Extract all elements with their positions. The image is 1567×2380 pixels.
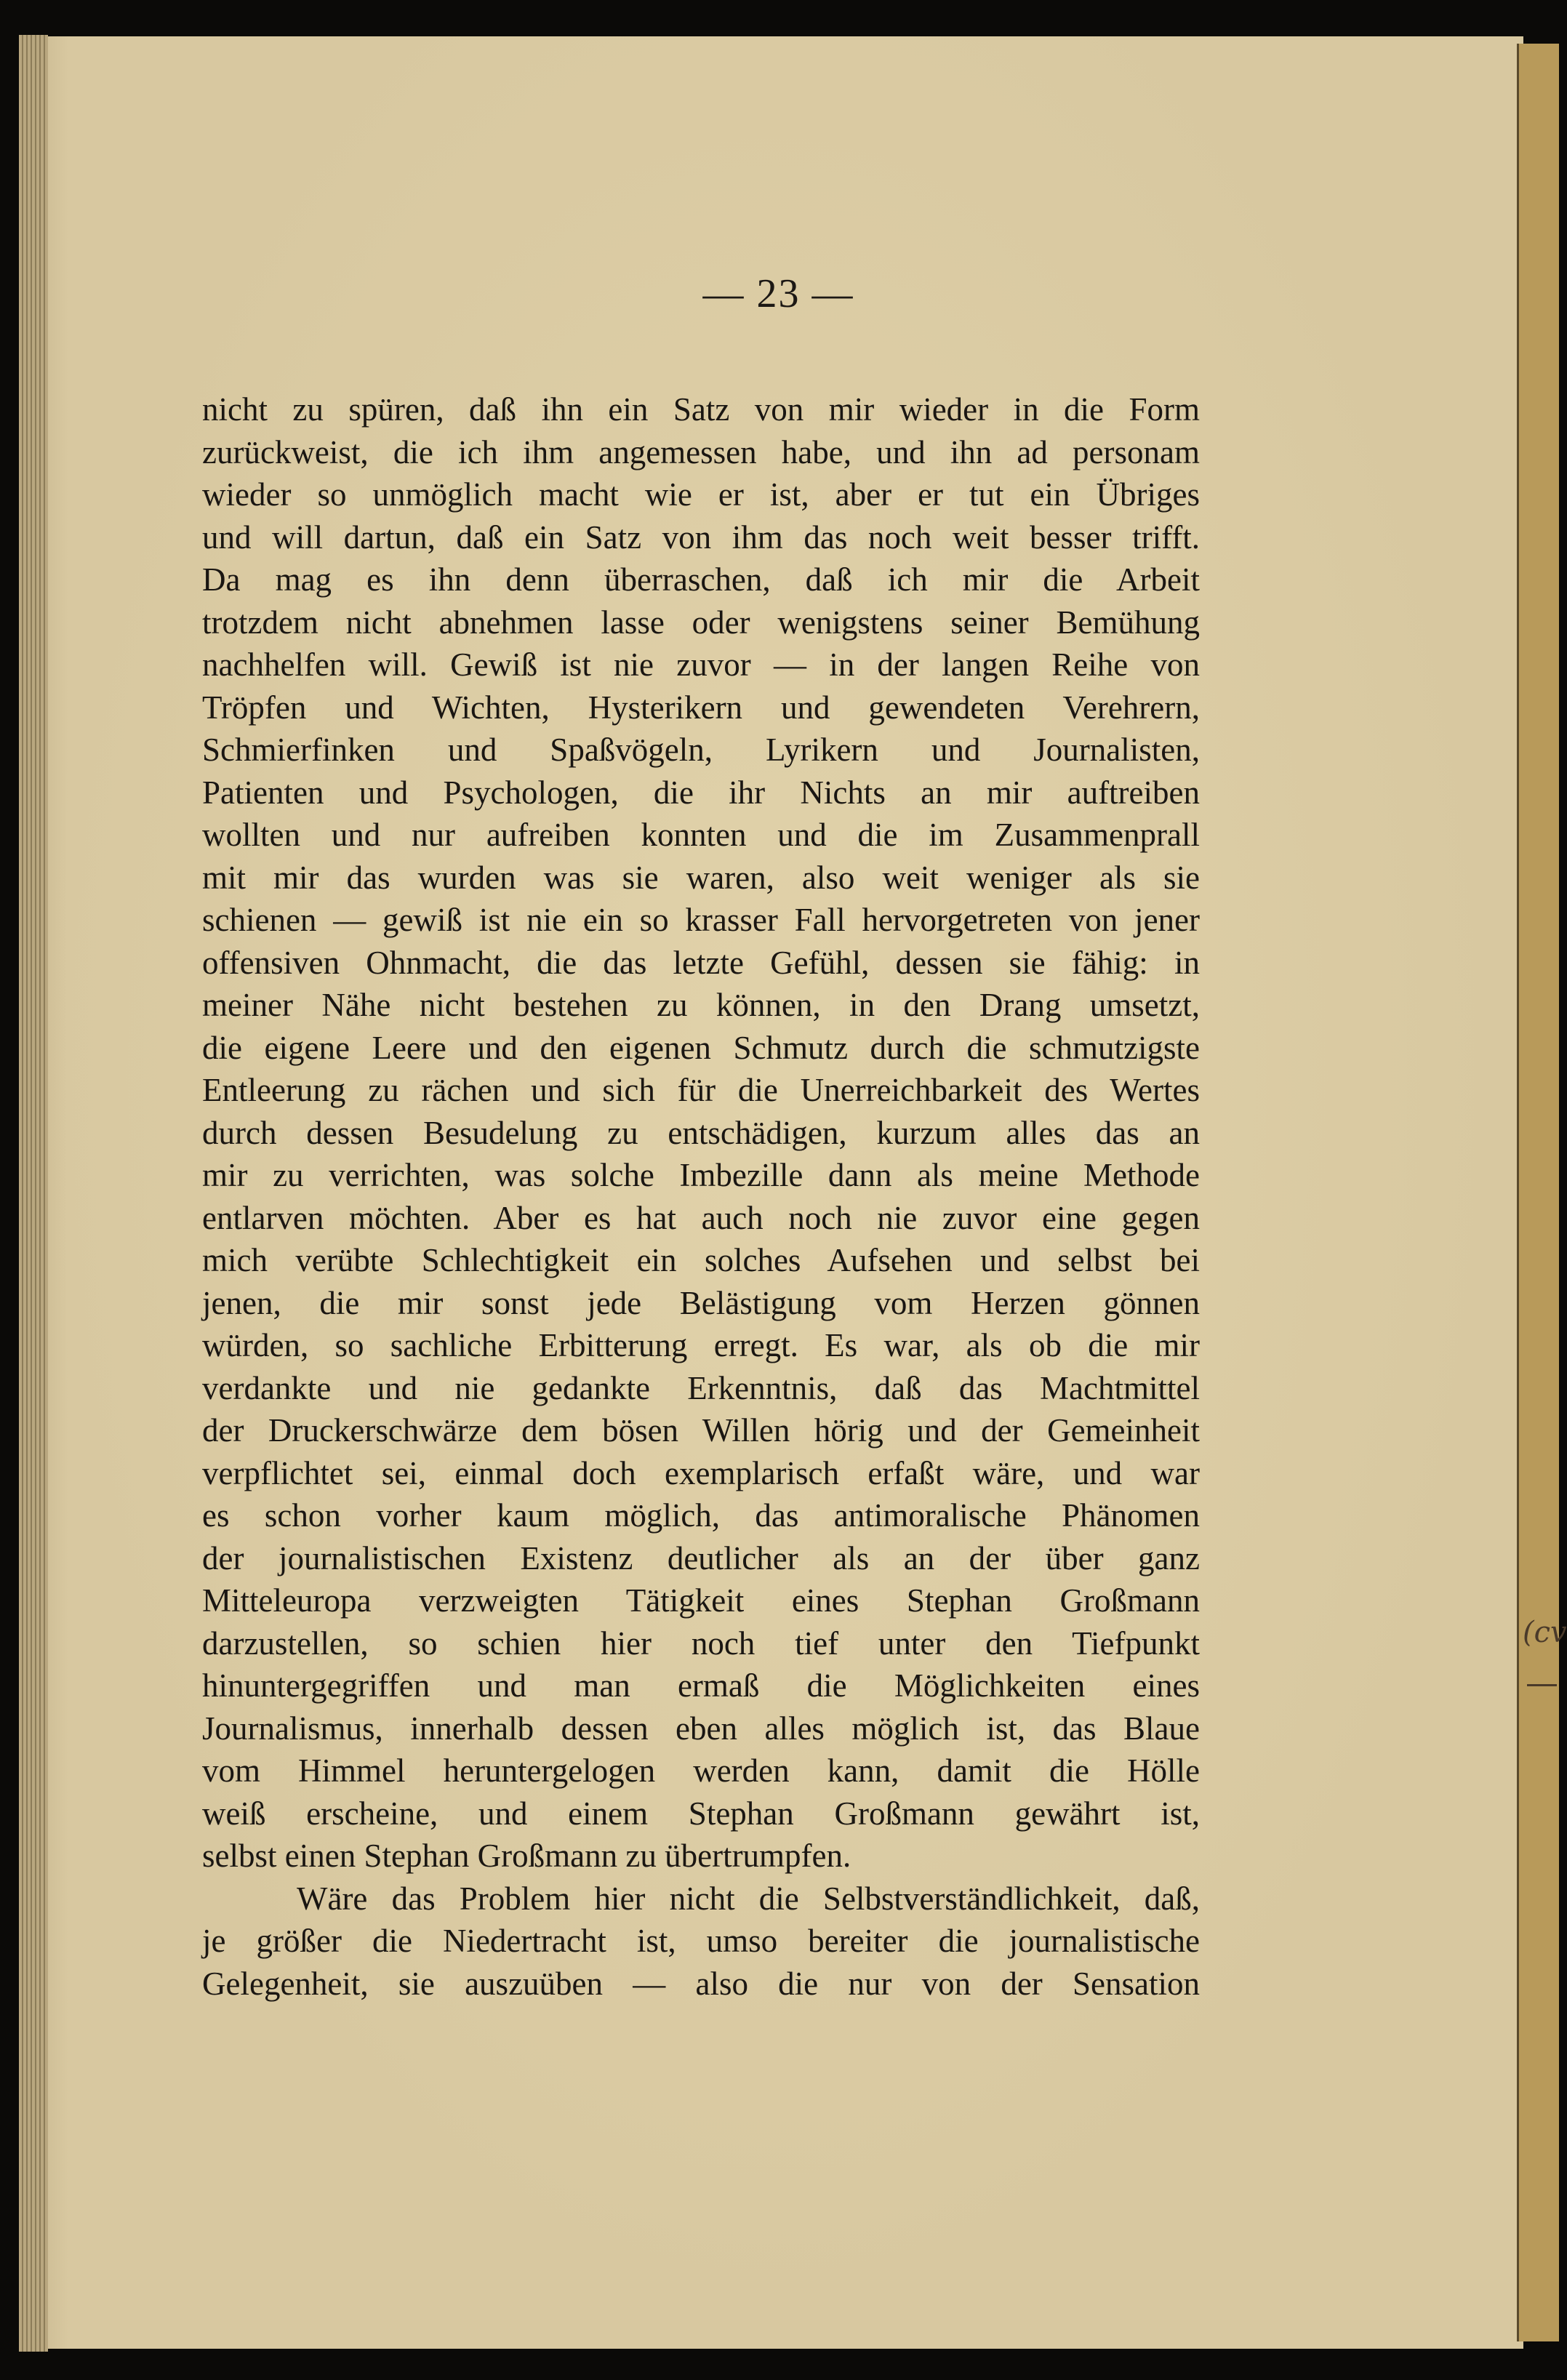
text-line: wollten und nur aufreiben konnten und die im Zusammenprall: [202, 817, 1200, 853]
text-line: verpflichtet sei, einmal doch exemplarisch erfaßt wäre, und war: [202, 1454, 1200, 1491]
text-line: Gelegenheit, sie auszuüben — also die nur von der Sensation: [202, 1965, 1200, 2002]
text-line: mir zu verrichten, was solche Imbezille dann als meine Methode: [202, 1157, 1200, 1193]
text-line: würden, so sachliche Erbitterung erregt. Es war, als ob die mir: [202, 1327, 1200, 1363]
adjacent-page-edge: [1517, 44, 1567, 2341]
text-line: Da mag es ihn denn überraschen, daß ich mir die Arbeit: [202, 561, 1200, 598]
margin-annotation: (cv: [1523, 1616, 1567, 1649]
text-line: Patienten und Psychologen, die ihr Nichts an mir auftreiben: [202, 774, 1200, 811]
text-line: hinuntergegriffen und man ermaß die Möglichkeiten eines: [202, 1667, 1200, 1704]
page-number: — 23 —: [702, 271, 854, 316]
text-line: weiß erscheine, und einem Stephan Großmann gewährt ist,: [202, 1795, 1200, 1832]
text-line: Schmierfinken und Spaßvögeln, Lyrikern und Journalisten,: [202, 732, 1200, 768]
text-line: der journalistischen Existenz deutlicher als an der über ganz: [202, 1539, 1200, 1576]
text-line: verdankte und nie gedankte Erkenntnis, daß das Machtmittel: [202, 1369, 1200, 1406]
text-line: offensiven Ohnmacht, die das letzte Gefühl, dessen sie fähig: in: [202, 944, 1200, 981]
text-line: wieder so unmöglich macht wie er ist, aber er tut ein Übriges: [202, 476, 1200, 513]
text-line: mit mir das wurden was sie waren, also weit weniger als sie: [202, 859, 1200, 896]
text-line: der Druckerschwärze dem bösen Willen hörig und der Gemeinheit: [202, 1412, 1200, 1449]
paragraph-end-line: selbst einen Stephan Großmann zu übertrumpfen.: [202, 1838, 851, 1874]
text-line: mich verübte Schlechtigkeit ein solches Aufsehen und selbst bei: [202, 1242, 1200, 1278]
text-line: Tröpfen und Wichten, Hysterikern und gewendeten Verehrern,: [202, 689, 1200, 726]
text-line: Journalismus, innerhalb dessen eben alles möglich ist, das Blaue: [202, 1710, 1200, 1747]
text-line: zurückweist, die ich ihm angemessen habe, und ihn ad personam: [202, 433, 1200, 470]
page-edge-stack: [19, 35, 48, 2352]
text-line: es schon vorher kaum möglich, das antimoralische Phänomen: [202, 1497, 1200, 1534]
paragraph-start-line: Wäre das Problem hier nicht die Selbstverständlichkeit, daß,: [297, 1880, 1200, 1917]
body-text: [202, 388, 1200, 2005]
text-line: die eigene Leere und den eigenen Schmutz durch die schmutzigste: [202, 1029, 1200, 1066]
text-line: vom Himmel heruntergelogen werden kann, damit die Hölle: [202, 1752, 1200, 1789]
text-line: trotzdem nicht abnehmen lasse oder wenigstens seiner Bemühung: [202, 604, 1200, 641]
text-line: je größer die Niedertracht ist, umso bereiter die journalistische: [202, 1923, 1200, 1959]
text-line: darzustellen, so schien hier noch tief unter den Tiefpunkt: [202, 1624, 1200, 1662]
text-line: schienen — gewiß ist nie ein so krasser Fall hervorgetreten von jener: [202, 902, 1200, 938]
text-line: durch dessen Besudelung zu entschädigen, kurzum alles das an: [202, 1114, 1200, 1151]
text-line: und will dartun, daß ein Satz von ihm das noch weit besser trifft.: [202, 518, 1200, 556]
text-line: meiner Nähe nicht bestehen zu können, in den Drang umsetzt,: [202, 987, 1200, 1023]
text-line: nicht zu spüren, daß ihn ein Satz von mir wieder in die Form: [202, 391, 1200, 428]
text-line: Mitteleuropa verzweigten Tätigkeit eines Stephan Großmann: [202, 1582, 1200, 1619]
text-line: entlarven möchten. Aber es hat auch noch nie zuvor eine gegen: [202, 1199, 1200, 1236]
text-line: jenen, die mir sonst jede Belästigung vom Herzen gönnen: [202, 1284, 1200, 1321]
margin-dash: [1527, 1684, 1557, 1686]
text-line: Entleerung zu rächen und sich für die Unerreichbarkeit des Wertes: [202, 1072, 1200, 1108]
text-line: nachhelfen will. Gewiß ist nie zuvor — in der langen Reihe von: [202, 646, 1200, 683]
